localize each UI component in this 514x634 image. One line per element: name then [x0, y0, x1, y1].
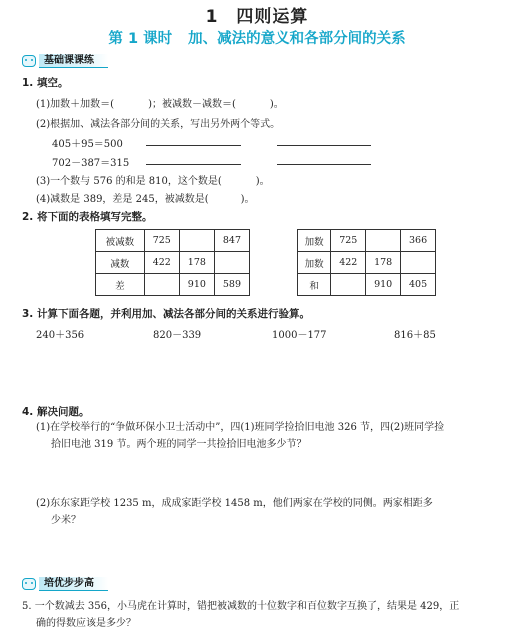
q2-title: 2. 将下面的表格填写完整。: [22, 211, 153, 223]
q1-item3-part-b: )。: [255, 176, 270, 187]
table-cell: 和: [298, 274, 331, 296]
table-cell: 178: [179, 252, 214, 274]
robot-face-icon: [22, 55, 36, 67]
q4-p2-line2: 少米？: [51, 515, 81, 526]
table-cell[interactable]: [331, 274, 366, 296]
q4-p1-line2: 拾旧电池 319 节。两个班的同学一共捡拾旧电池多少节？: [51, 439, 307, 450]
table-row: [298, 274, 436, 296]
table-cell[interactable]: [401, 252, 436, 274]
q1-item4: [36, 190, 255, 205]
table-cell: 加数: [298, 230, 331, 252]
q4-problem-2: [36, 495, 506, 529]
answer-line[interactable]: [146, 137, 241, 146]
table-cell: 422: [331, 252, 366, 274]
table-cell: 405: [401, 274, 436, 296]
table-row: [96, 274, 250, 296]
q5-line1: [22, 598, 510, 615]
calc-problem: 816＋85: [394, 330, 436, 341]
answer-line[interactable]: [277, 156, 371, 165]
q1-item3: [36, 172, 270, 187]
q1-item1: [36, 95, 284, 110]
table-cell: 366: [401, 230, 436, 252]
q4-problem-1: [36, 419, 506, 453]
chapter-title: [0, 2, 514, 27]
answer-line[interactable]: [146, 156, 241, 165]
q1-item1-part-a: (1)加数＋加数＝(: [36, 99, 115, 110]
table-cell: 725: [144, 230, 179, 252]
table-cell: 178: [366, 252, 401, 274]
table-cell: 725: [331, 230, 366, 252]
table-addition: [297, 229, 436, 296]
chapter-name: 四则运算: [236, 7, 309, 27]
table-cell: 被减数: [96, 230, 145, 252]
q1-item4-part-a: (4)减数是 389，差是 245，被减数是(: [36, 194, 209, 205]
table-cell: 422: [144, 252, 179, 274]
q1-equation-b: 702－387＝315: [52, 158, 130, 169]
chapter-number: 1: [205, 7, 219, 27]
table-subtraction: [95, 229, 250, 296]
table-cell: 加数: [298, 252, 331, 274]
calc-problem: 240＋356: [36, 330, 85, 341]
table-row: [96, 230, 250, 252]
q1-item1-part-b: )；被减数－减数＝(: [148, 99, 236, 110]
q1-item1-part-c: )。: [269, 99, 284, 110]
q5-problem: [22, 598, 510, 632]
lesson-title: [0, 27, 514, 48]
q4-p2-line1: (2)东东家距学校 1235 m，成成家距学校 1458 m，他们两家在学校的同侧。两家相距多: [36, 498, 433, 509]
table-cell[interactable]: [214, 252, 249, 274]
table-cell[interactable]: [179, 230, 214, 252]
table-cell: 减数: [96, 252, 145, 274]
table-cell: 差: [96, 274, 145, 296]
table-cell: 910: [179, 274, 214, 296]
section-label-basic: 基础课课练: [39, 54, 108, 68]
lesson-label: 第 1 课时: [108, 31, 173, 47]
table-cell: 847: [214, 230, 249, 252]
q5-text-1: 5. 一个数减去 356，小马虎在计算时，错把被减数的十位数字和百位数字互换了，结果是 429，正: [22, 601, 460, 612]
robot-face-icon: [22, 578, 36, 590]
answer-line[interactable]: [277, 137, 371, 146]
table-row: [298, 252, 436, 274]
q4-p1-line1: (1)在学校举行的“争做环保小卫士活动中”，四(1)班同学捡拾旧电池 326 节，四(2)班同学捡: [36, 422, 445, 433]
q4-title: 4. 解决问题。: [22, 406, 90, 418]
q1-item2: (2)根据加、减法各部分间的关系，写出另外两个等式。: [36, 119, 281, 130]
q1-item4-part-b: )。: [240, 194, 255, 205]
lesson-name: 加、减法的意义和各部分间的关系: [188, 31, 406, 47]
table-cell: 910: [366, 274, 401, 296]
calc-problem: 1000－177: [272, 330, 327, 341]
table-cell[interactable]: [366, 230, 401, 252]
q5-line2: 确的得数应该是多少？: [36, 618, 136, 629]
q3-title: 3. 计算下面各题，并利用加、减法各部分间的关系进行验算。: [22, 308, 310, 320]
table-cell[interactable]: [144, 274, 179, 296]
section-banner-basic: [22, 53, 108, 69]
table-row: [298, 230, 436, 252]
section-label-advanced: 培优步步高: [39, 577, 108, 591]
section-banner-advanced: [22, 576, 108, 592]
calc-problem: 820－339: [153, 330, 202, 341]
table-cell: 589: [214, 274, 249, 296]
q1-equation-a: 405＋95＝500: [52, 139, 123, 150]
table-row: [96, 252, 250, 274]
q1-item3-part-a: (3)一个数与 576 的和是 810，这个数是(: [36, 176, 222, 187]
q1-title: 1. 填空。: [22, 77, 69, 89]
